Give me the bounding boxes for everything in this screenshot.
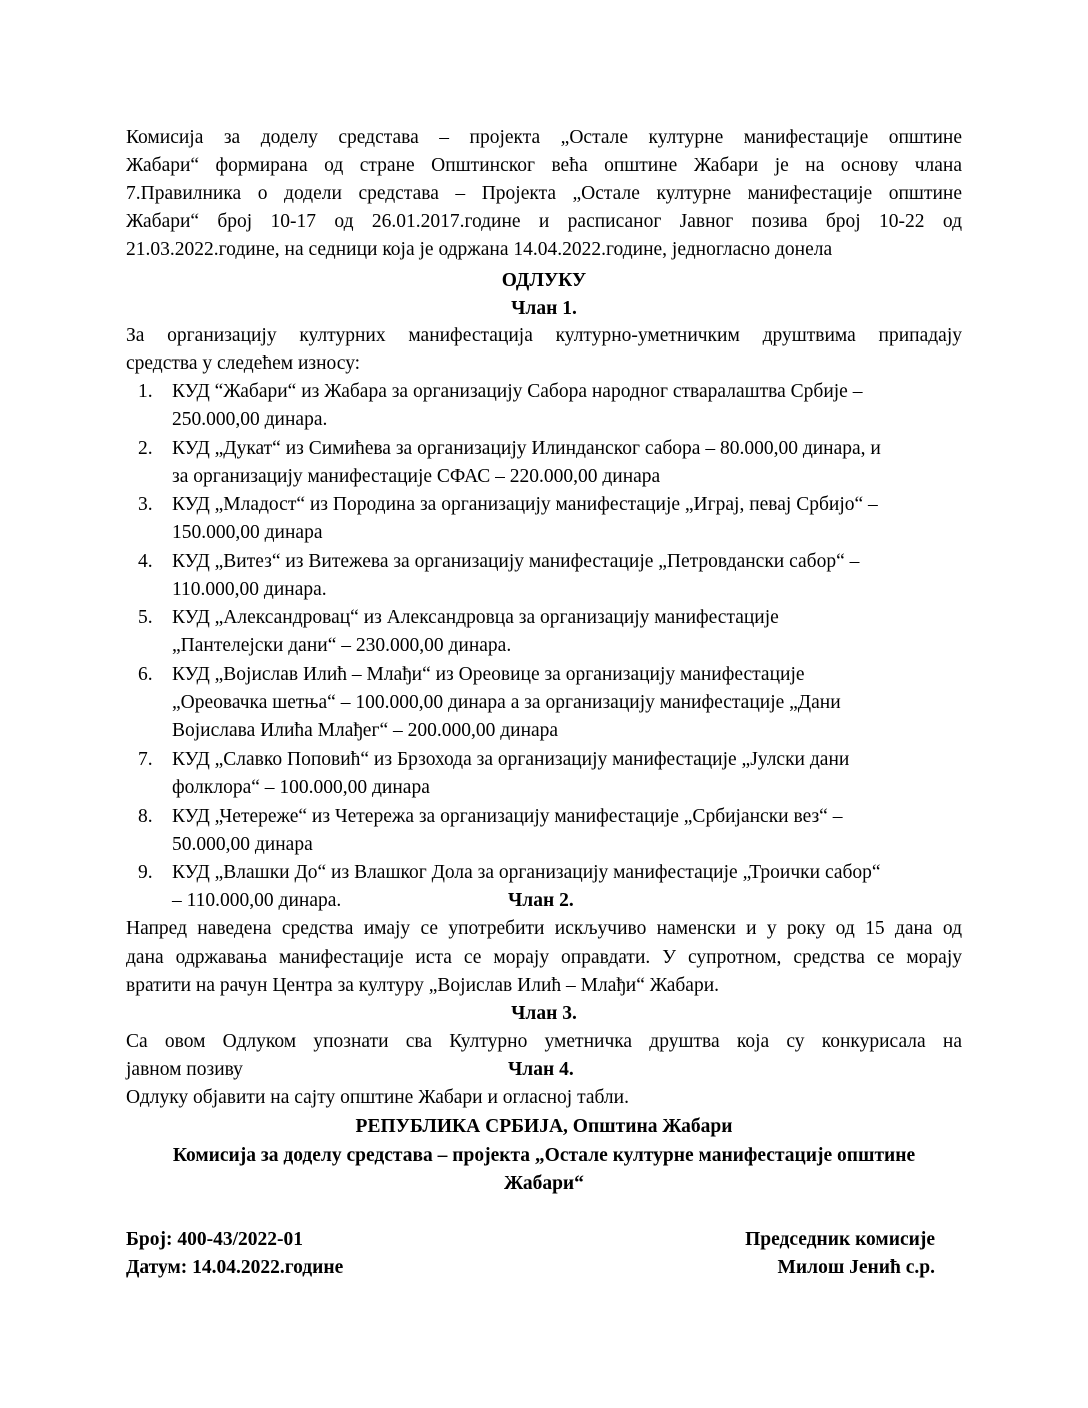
article-4-text: Одлуку објавити на сајту општине Жабари и огласној табли.	[126, 1087, 629, 1108]
document-date: Датум: 14.04.2022.године	[126, 1257, 344, 1278]
list-item: 50.000,00 динара	[172, 834, 313, 855]
document-number: Број: 400-43/2022-01	[126, 1229, 304, 1250]
list-item: КУД „Војислав Илић – Млађи“ из Ореовице за организацију манифестације	[172, 664, 805, 685]
article-3-text: јавном позиву	[126, 1059, 243, 1080]
list-item: КУД „Александровац“ из Александровца за организацију манифестације	[172, 607, 779, 628]
list-item-number: 3.	[138, 494, 153, 515]
intro-line: Комисија за доделу средстава – пројекта „Остале културне манифестације општине	[126, 127, 962, 148]
list-item: КУД „Четереже“ из Четережа за организацију манифестације „Србијански вез“ –	[172, 806, 843, 827]
list-item: КУД „Славко Поповић“ из Брзохода за организацију манифестације „Јулски дани	[172, 749, 850, 770]
intro-line: 21.03.2022.године, на седници која је одржана 14.04.2022.године, једногласно донела	[126, 239, 833, 260]
intro-line: Жабари“ број 10-17 од 26.01.2017.године и расписаног Јавног позива број 10-22 од	[126, 211, 962, 232]
article-3-heading: Члан 3.	[511, 1003, 577, 1024]
list-item: 250.000,00 динара.	[172, 409, 328, 430]
list-item: КУД „Витез“ из Витежева за организацију манифестације „Петровдански сабор“ –	[172, 551, 860, 572]
list-item: КУД “Жабари“ из Жабара за организацију Сабора народног стваралаштва Србије –	[172, 381, 863, 402]
republic-heading: РЕПУБЛИКА СРБИЈА, Општина Жабари	[355, 1116, 733, 1137]
article-1-text: средства у следећем износу:	[126, 353, 361, 374]
list-item: КУД „Влашки До“ из Влашког Дола за организацију манифестације „Троички сабор“	[172, 862, 881, 883]
list-item-number: 4.	[138, 551, 153, 572]
intro-line: Жабари“ формирана од стране Општинског већа општине Жабари је на основу члана	[126, 155, 962, 176]
list-item: – 110.000,00 динара.	[172, 890, 342, 911]
list-item-number: 9.	[138, 862, 153, 883]
list-item-number: 5.	[138, 607, 153, 628]
article-2-heading: Члан 2.	[508, 890, 574, 911]
article-2-text: вратити на рачун Центра за културу „Војислав Илић – Млађи“ Жабари.	[126, 975, 720, 996]
president-title: Председник комисије	[745, 1229, 935, 1250]
article-2-text: дана одржавања манифестације иста се морају оправдати. У супротном, средства се морају	[126, 947, 962, 968]
decision-title: ОДЛУКУ	[501, 270, 587, 291]
article-1-heading: Члан 1.	[511, 298, 577, 319]
list-item: „Ореовачка шетња“ – 100.000,00 динара а за организацију манифестације „Дани	[172, 692, 841, 713]
list-item: за организацију манифестације СФАС – 220.000,00 динара	[172, 466, 661, 487]
list-item: КУД „Младост“ из Породина за организацију манифестације „Играј, певај Србијо“ –	[172, 494, 878, 515]
list-item-number: 8.	[138, 806, 153, 827]
list-item: фолклора“ – 100.000,00 динара	[172, 777, 430, 798]
article-1-text: За организацију културних манифестација културно-уметничким друштвима припадају	[126, 325, 962, 346]
list-item-number: 1.	[138, 381, 153, 402]
list-item: Војислава Илића Млађег“ – 200.000,00 динара	[172, 720, 559, 741]
president-name: Милош Јенић с.р.	[777, 1257, 935, 1278]
list-item-number: 2.	[138, 438, 153, 459]
article-2-text: Напред наведена средства имају се употребити искључиво наменски и у року од 15 дана од	[126, 918, 962, 939]
list-item: 150.000,00 динара	[172, 522, 323, 543]
list-item-number: 7.	[138, 749, 153, 770]
commission-heading: Жабари“	[504, 1173, 584, 1194]
article-4-heading: Члан 4.	[508, 1059, 574, 1080]
list-item-number: 6.	[138, 664, 153, 685]
article-3-text: Са овом Одлуком упознати сва Културно уметничка друштва која су конкурисала на	[126, 1031, 962, 1052]
list-item: КУД „Дукат“ из Симићева за организацију Илинданског сабора – 80.000,00 динара, и	[172, 438, 881, 459]
intro-line: 7.Правилника о додели средстава – Пројекта „Остале културне манифестације општине	[126, 183, 962, 204]
commission-heading: Комисија за доделу средстава – пројекта „Остале културне манифестације општине	[172, 1145, 916, 1166]
list-item: 110.000,00 динара.	[172, 579, 327, 600]
list-item: „Пантелејски дани“ – 230.000,00 динара.	[172, 635, 512, 656]
